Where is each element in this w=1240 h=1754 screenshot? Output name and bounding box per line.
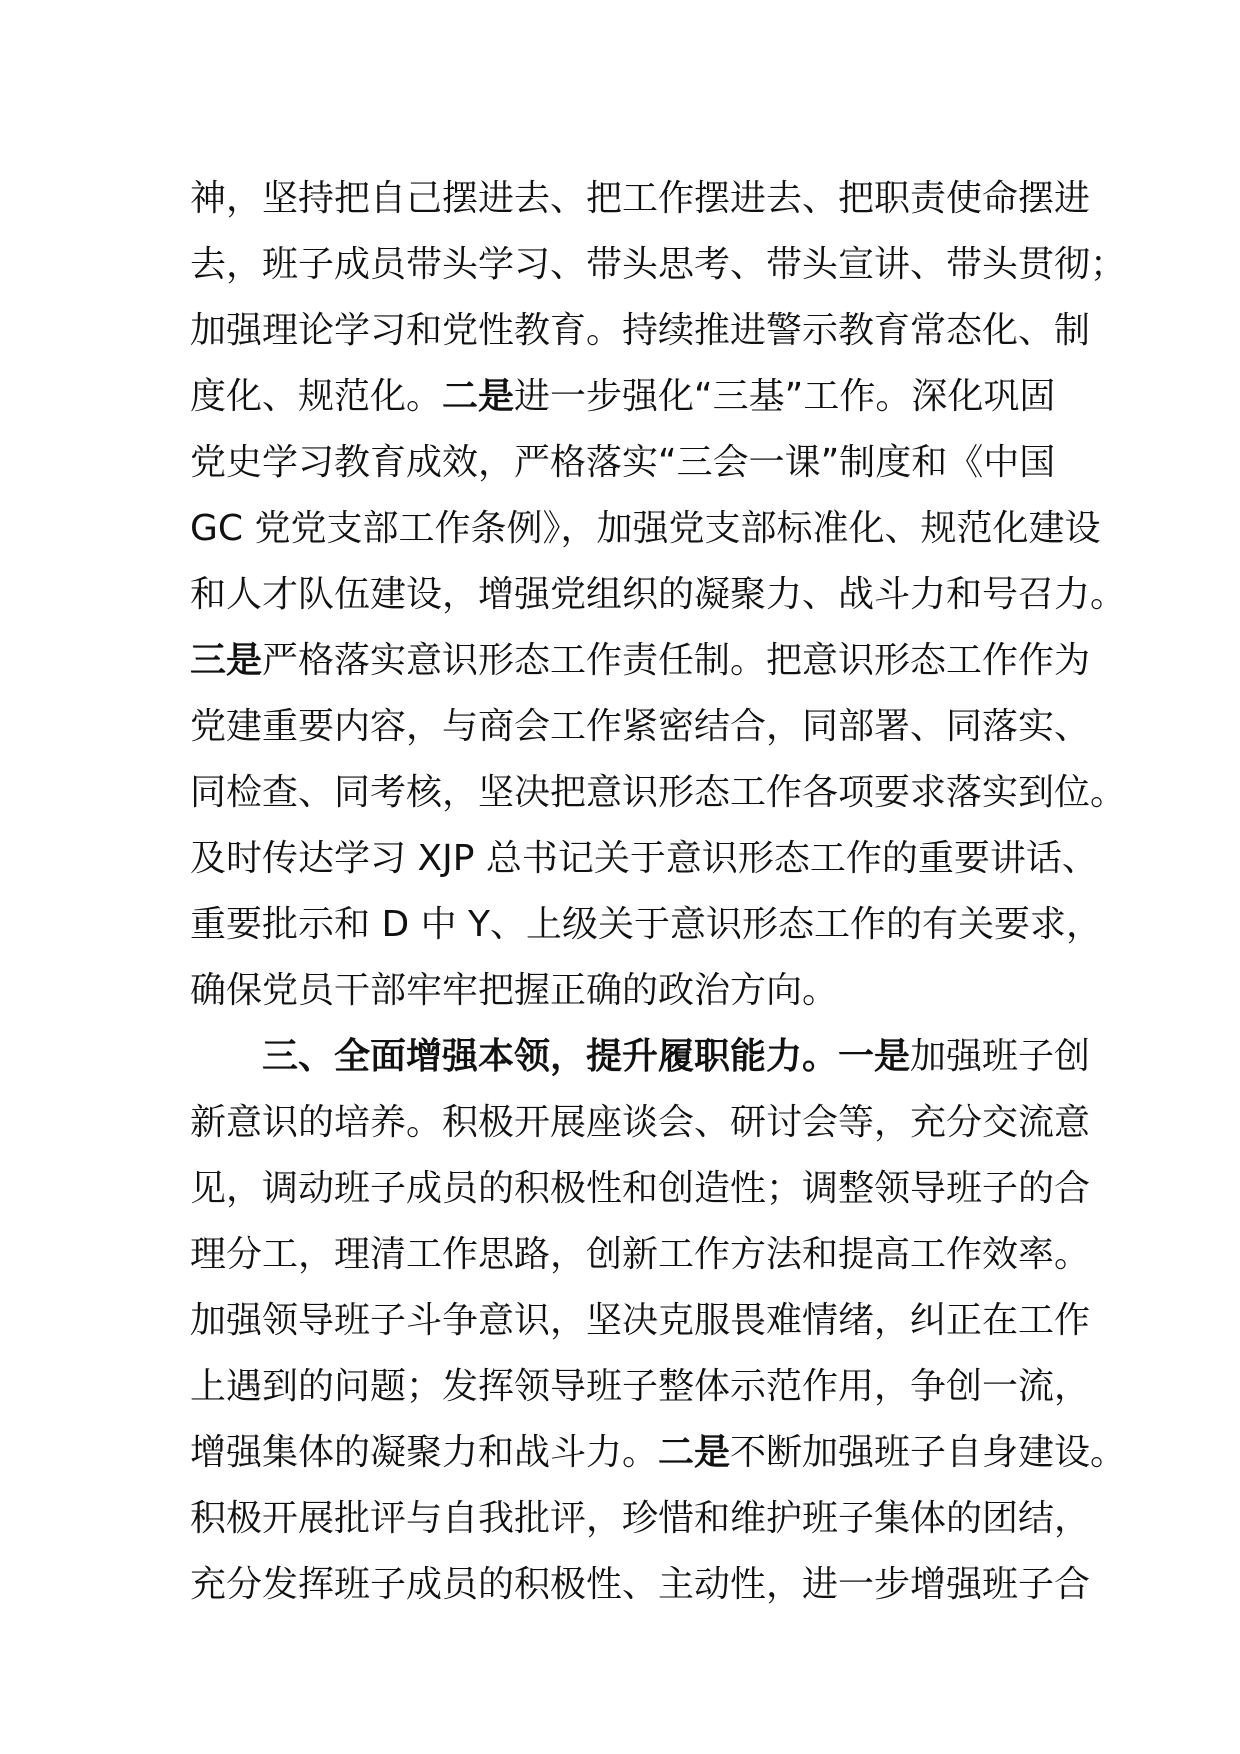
bold-marker: 二是 (442, 376, 515, 417)
text-run: GC 党党支部工作条例》，加强党支部标准化、规范化建设 (190, 508, 1101, 549)
text-line (190, 496, 1101, 562)
text-line (190, 562, 1127, 628)
text-run: 加强领导班子斗争意识，坚决克服畏难情绪，纠正在工作 (190, 1300, 1091, 1341)
text-line (190, 1354, 1091, 1420)
text-run: 党建重要内容，与商会工作紧密结合，同部署、同落实、 (190, 706, 1091, 747)
text-line (190, 628, 1091, 694)
text-run: 上遇到的问题；发挥领导班子整体示范作用，争创一流， (190, 1366, 1091, 1407)
section-heading: 三、全面增强本领，提升履职能力。 (262, 1036, 839, 1077)
text-run: 加强班子创 (910, 1036, 1091, 1077)
text-run: 及时传达学习 XJP 总书记关于意识形态工作的重要讲话、 (190, 838, 1098, 879)
text-line (190, 298, 1091, 364)
paragraph-continued (190, 166, 1127, 1024)
text-run: 进一步强化“三基”工作。深化巩固 (514, 376, 1056, 417)
text-run: 增强集体的凝聚力和战斗力。 (190, 1432, 659, 1473)
text-run: 严格落实意识形态工作责任制。把意识形态工作作为 (262, 640, 1091, 681)
text-line (190, 694, 1091, 760)
text-line (190, 1552, 1091, 1618)
text-run: 度化、规范化。 (190, 376, 443, 417)
text-line (190, 1420, 1127, 1486)
text-run: 重要批示和 D 中 Y、上级关于意识形态工作的有关要求， (190, 904, 1103, 945)
text-line (190, 1288, 1091, 1354)
text-run: 不断加强班子自身建设。 (730, 1432, 1127, 1473)
text-run: 确保党员干部牢牢把握正确的政治方向。 (190, 970, 839, 1011)
text-line (190, 166, 1091, 232)
text-line (190, 1024, 1091, 1090)
text-run: 充分发挥班子成员的积极性、主动性，进一步增强班子合 (190, 1564, 1091, 1605)
bold-marker: 二是 (658, 1432, 731, 1473)
bold-marker: 三是 (190, 640, 263, 681)
bold-marker: 一是 (838, 1036, 911, 1077)
text-line (190, 1156, 1091, 1222)
text-line (190, 430, 1070, 496)
text-run: 见，调动班子成员的积极性和创造性；调整领导班子的合 (190, 1168, 1091, 1209)
text-run: 党史学习教育成效，严格落实“三会一课”制度和《中国 (190, 442, 1056, 483)
text-run: 同检查、同考核，坚决把意识形态工作各项要求落实到位。 (190, 772, 1127, 813)
text-line (190, 364, 1070, 430)
text-run: 去，班子成员带头学习、带头思考、带头宣讲、带头贯彻； (190, 244, 1127, 285)
text-line (190, 958, 1070, 1024)
document-body (190, 166, 1127, 1618)
text-run: 神，坚持把自己摆进去、把工作摆进去、把职责使命摆进 (190, 178, 1091, 219)
paragraph-section-three (190, 1024, 1127, 1618)
text-run: 理分工，理清工作思路，创新工作方法和提高工作效率。 (190, 1234, 1091, 1275)
text-line (190, 232, 1127, 298)
text-run: 新意识的培养。积极开展座谈会、研讨会等，充分交流意 (190, 1102, 1091, 1143)
text-line (190, 1222, 1091, 1288)
text-line (190, 1486, 1091, 1552)
text-line (190, 892, 1103, 958)
text-line (190, 760, 1127, 826)
text-run: 加强理论学习和党性教育。持续推进警示教育常态化、制 (190, 310, 1091, 351)
text-run: 和人才队伍建设，增强党组织的凝聚力、战斗力和号召力。 (190, 574, 1127, 615)
text-line (190, 1090, 1091, 1156)
text-line (190, 826, 1098, 892)
text-run: 积极开展批评与自我批评，珍惜和维护班子集体的团结， (190, 1498, 1091, 1539)
